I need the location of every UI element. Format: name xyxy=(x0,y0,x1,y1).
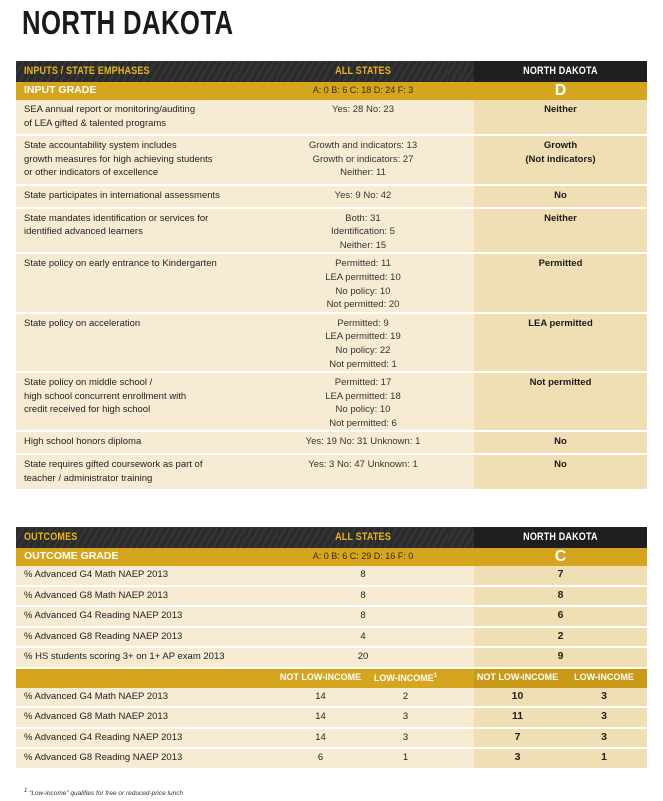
inputs-table xyxy=(16,61,647,491)
all-states-value: Permitted: 17 LEA permitted: 18 No policy: 10 Not permitted: 6 xyxy=(278,372,448,431)
input-row xyxy=(16,135,647,185)
inputs-header xyxy=(16,61,647,82)
all-low-income-value: 3 xyxy=(363,728,448,749)
all-states-value: 8 xyxy=(278,606,448,627)
all-states-value: 4 xyxy=(278,627,448,648)
spacer-cell xyxy=(448,313,474,372)
input-row xyxy=(16,100,647,135)
state-value: Permitted xyxy=(474,253,647,312)
input-row xyxy=(16,372,647,431)
outcome-row xyxy=(16,586,647,607)
state-value: No xyxy=(474,454,647,490)
all-not-low-income-header: NOT LOW-INCOME xyxy=(278,668,363,688)
criterion-label: State policy on acceleration xyxy=(16,313,278,372)
outcome-row xyxy=(16,606,647,627)
state-value: 6 xyxy=(474,606,647,627)
all-states-value: Permitted: 11 LEA permitted: 10 No policy: 10 Not permitted: 20 xyxy=(278,253,448,312)
spacer-cell xyxy=(448,253,474,312)
all-states-value: 8 xyxy=(278,586,448,607)
footnote-text: “Low-income” qualifies for free or reduced-price lunch xyxy=(29,790,184,798)
spacer-cell xyxy=(448,647,474,668)
spacer-cell xyxy=(448,100,474,135)
input-grade-row xyxy=(16,82,647,100)
criterion-label: State participates in international assessments xyxy=(16,185,278,208)
all-states-header: ALL STATES xyxy=(335,64,391,77)
input-grade-distribution: A: 0 B: 6 C: 18 D: 24 F: 3 xyxy=(278,82,448,100)
criterion-label: State requires gifted coursework as part of teacher / administrator training xyxy=(16,454,278,490)
all-states-value: Growth and indicators: 13 Growth or indicators: 27 Neither: 11 xyxy=(278,135,448,185)
all-states-value: Yes: 19 No: 31 Unknown: 1 xyxy=(278,431,448,454)
all-states-value: 8 xyxy=(278,566,448,586)
outcome-grade-label: OUTCOME GRADE xyxy=(16,548,278,566)
outcome-label: % HS students scoring 3+ on 1+ AP exam 2013 xyxy=(16,647,278,668)
footnote-mark: 1 xyxy=(24,788,28,794)
income-row xyxy=(16,688,647,708)
outcome-label: % Advanced G8 Math NAEP 2013 xyxy=(16,707,278,728)
state-value: 2 xyxy=(474,627,647,648)
input-row xyxy=(16,454,647,490)
criterion-label: State policy on early entrance to Kindergarten xyxy=(16,253,278,312)
all-not-low-income-value: 14 xyxy=(278,728,363,749)
state-value: No xyxy=(474,431,647,454)
state-low-income-value: 3 xyxy=(561,707,647,728)
outcomes-header-label: OUTCOMES xyxy=(24,530,78,543)
state-value: 8 xyxy=(474,586,647,607)
all-states-header: ALL STATES xyxy=(335,530,391,543)
input-row xyxy=(16,185,647,208)
income-row xyxy=(16,707,647,728)
all-states-value: Yes: 9 No: 42 xyxy=(278,185,448,208)
outcome-label: % Advanced G4 Math NAEP 2013 xyxy=(16,688,278,708)
state-value: 9 xyxy=(474,647,647,668)
income-row xyxy=(16,728,647,749)
outcome-grade-distribution: A: 0 B: 6 C: 29 D: 16 F: 0 xyxy=(278,548,448,566)
input-grade-value: D xyxy=(474,82,647,100)
state-not-low-income-header: NOT LOW-INCOME xyxy=(474,668,561,688)
state-low-income-header: LOW-INCOME xyxy=(561,668,647,688)
all-states-value: Permitted: 9 LEA permitted: 19 No policy: 22 Not permitted: 1 xyxy=(278,313,448,372)
state-value: Not permitted xyxy=(474,372,647,431)
outcome-row xyxy=(16,627,647,648)
state-not-low-income-value: 11 xyxy=(474,707,561,728)
spacer-cell xyxy=(448,372,474,431)
state-low-income-value: 3 xyxy=(561,728,647,749)
income-subheader xyxy=(16,668,647,688)
all-states-value: Yes: 3 No: 47 Unknown: 1 xyxy=(278,454,448,490)
state-value: Neither xyxy=(474,100,647,135)
criterion-label: High school honors diploma xyxy=(16,431,278,454)
spacer-cell xyxy=(448,728,474,749)
spacer-cell xyxy=(448,707,474,728)
outcome-label: % Advanced G4 Reading NAEP 2013 xyxy=(16,728,278,749)
state-not-low-income-value: 10 xyxy=(474,688,561,708)
all-states-value: Both: 31 Identification: 5 Neither: 15 xyxy=(278,208,448,254)
spacer-cell xyxy=(448,185,474,208)
outcome-label: % Advanced G8 Reading NAEP 2013 xyxy=(16,627,278,648)
footnote-marker: 1 xyxy=(433,673,438,680)
spacer-cell xyxy=(448,208,474,254)
outcome-label: % Advanced G8 Reading NAEP 2013 xyxy=(16,748,278,769)
state-low-income-value: 3 xyxy=(561,688,647,708)
criterion-label: SEA annual report or monitoring/auditing of LEA gifted & talented programs xyxy=(16,100,278,135)
all-low-income-value: 3 xyxy=(363,707,448,728)
state-not-low-income-value: 7 xyxy=(474,728,561,749)
state-not-low-income-value: 3 xyxy=(474,748,561,769)
all-not-low-income-value: 14 xyxy=(278,707,363,728)
outcome-grade-row xyxy=(16,548,647,566)
state-value: LEA permitted xyxy=(474,313,647,372)
outcomes-header xyxy=(16,527,647,548)
outcome-label: % Advanced G8 Math NAEP 2013 xyxy=(16,586,278,607)
all-not-low-income-value: 6 xyxy=(278,748,363,769)
outcomes-table xyxy=(16,527,647,770)
outcome-label: % Advanced G4 Math NAEP 2013 xyxy=(16,566,278,586)
spacer-cell xyxy=(448,586,474,607)
input-row xyxy=(16,208,647,254)
state-header: NORTH DAKOTA xyxy=(523,530,598,543)
spacer-cell xyxy=(448,431,474,454)
state-value: Growth (Not indicators) xyxy=(474,135,647,185)
spacer-cell xyxy=(448,748,474,769)
input-row xyxy=(16,253,647,312)
state-low-income-value: 1 xyxy=(561,748,647,769)
spacer-cell xyxy=(448,688,474,708)
all-low-income-header: LOW-INCOME xyxy=(373,673,434,684)
input-grade-label: INPUT GRADE xyxy=(16,82,278,100)
all-states-value: 20 xyxy=(278,647,448,668)
outcome-row xyxy=(16,647,647,668)
outcome-row xyxy=(16,566,647,586)
criterion-label: State mandates identification or services for identified advanced learners xyxy=(16,208,278,254)
all-states-value: Yes: 28 No: 23 xyxy=(278,100,448,135)
state-header: NORTH DAKOTA xyxy=(523,64,598,77)
page-title: NORTH DAKOTA xyxy=(22,4,234,41)
state-value: No xyxy=(474,185,647,208)
footnote xyxy=(24,788,183,797)
all-low-income-value: 1 xyxy=(363,748,448,769)
input-row xyxy=(16,313,647,372)
spacer-cell xyxy=(448,454,474,490)
criterion-label: State policy on middle school / high school concurrent enrollment with credit received for high school xyxy=(16,372,278,431)
state-value: Neither xyxy=(474,208,647,254)
all-not-low-income-value: 14 xyxy=(278,688,363,708)
spacer-cell xyxy=(448,566,474,586)
input-row xyxy=(16,431,647,454)
criterion-label: State accountability system includes growth measures for high achieving students or other indicators of excellence xyxy=(16,135,278,185)
inputs-header-label: INPUTS / STATE EMPHASES xyxy=(24,64,150,77)
spacer-cell xyxy=(448,135,474,185)
outcome-label: % Advanced G4 Reading NAEP 2013 xyxy=(16,606,278,627)
outcome-grade-value: C xyxy=(474,548,647,566)
spacer-cell xyxy=(448,606,474,627)
state-value: 7 xyxy=(474,566,647,586)
income-row xyxy=(16,748,647,769)
spacer-cell xyxy=(448,627,474,648)
all-low-income-value: 2 xyxy=(363,688,448,708)
